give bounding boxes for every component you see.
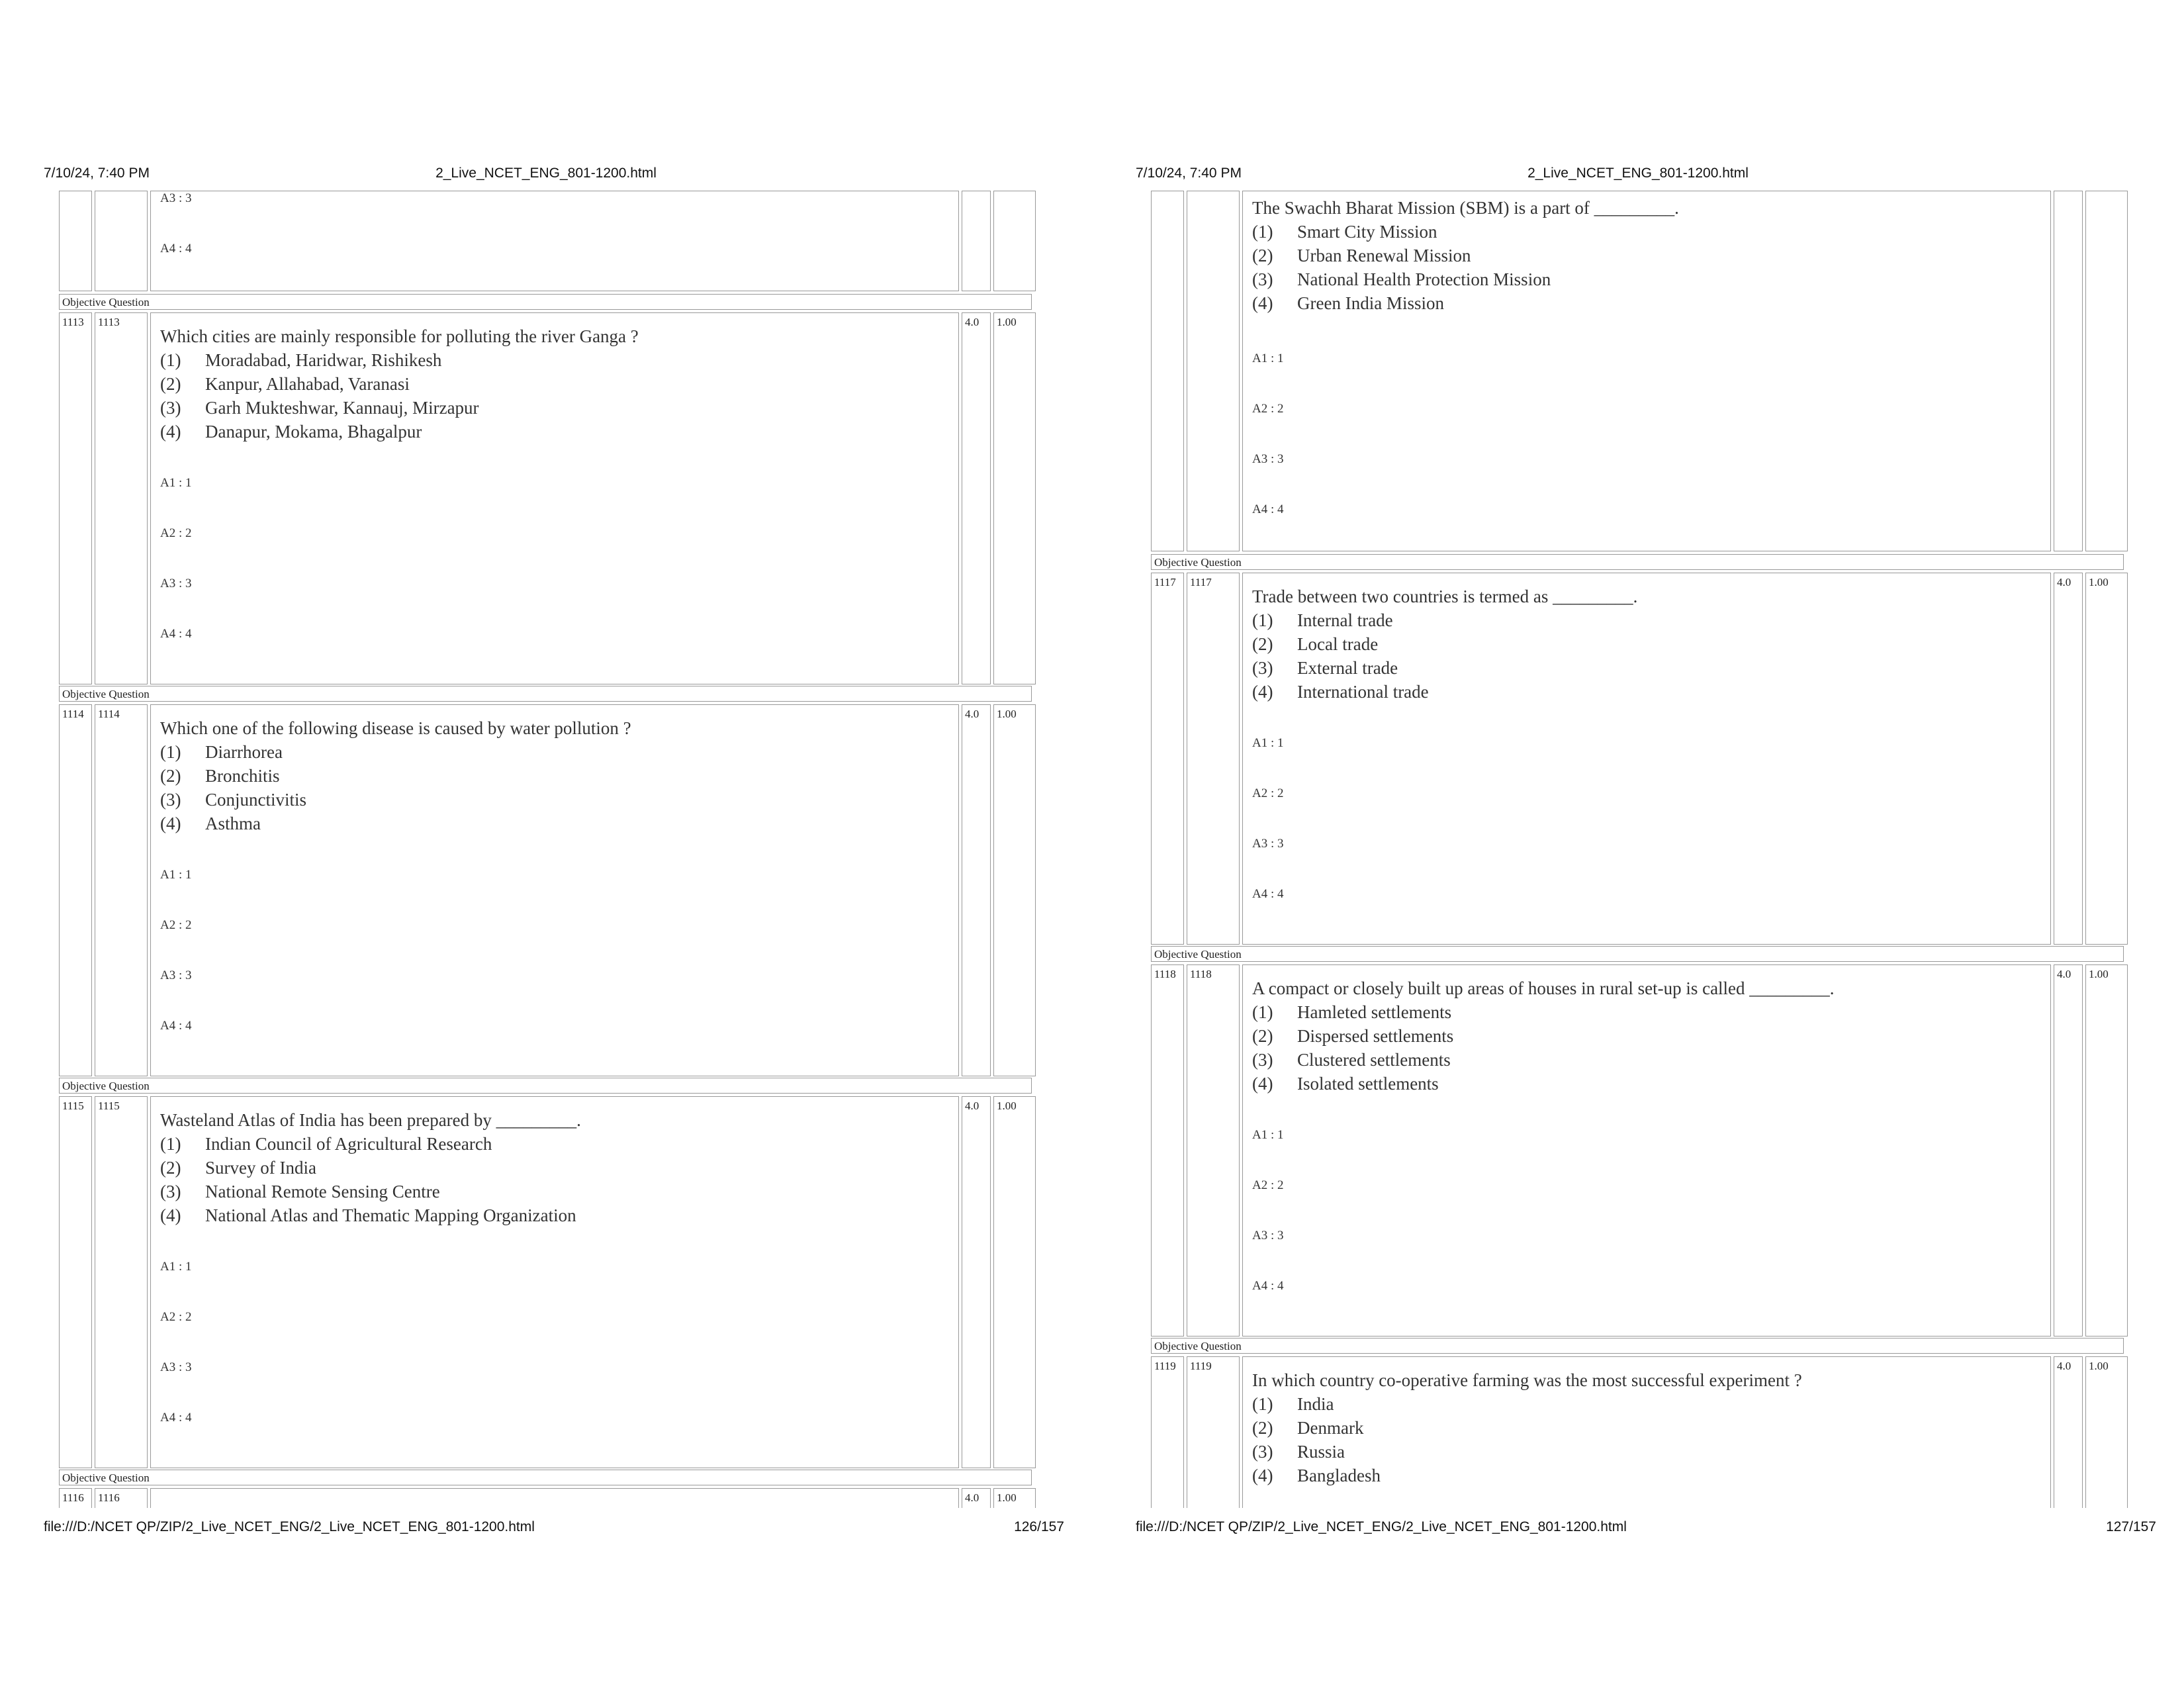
question-type-label: Objective Question: [59, 1078, 1032, 1094]
question-block: [59, 1470, 1036, 1508]
document-title: 2_Live_NCET_ENG_801-1200.html: [435, 165, 657, 181]
answer-option: A3 : 3: [1252, 837, 1284, 851]
answer-option: A4 : 4: [160, 1411, 192, 1425]
serial-number: 1115: [59, 1096, 92, 1468]
file-url: file:///D:/NCET QP/ZIP/2_Live_NCET_ENG/2_Live_NCET_ENG_801-1200.html: [1136, 1519, 1627, 1534]
question-text: A compact or closely built up areas of houses in rural set-up is called _________.: [1252, 978, 1835, 998]
answer-option: A1 : 1: [1252, 736, 1284, 750]
option: (4) Asthma: [160, 814, 261, 833]
answer-option: A2 : 2: [1252, 402, 1284, 416]
question-block: [1151, 946, 2128, 1338]
option: (1) Indian Council of Agricultural Research: [160, 1134, 492, 1154]
option: (4) Danapur, Mokama, Bhagalpur: [160, 422, 422, 442]
option: (2) Survey of India: [160, 1158, 316, 1178]
page-number: 126/157: [1014, 1519, 1064, 1534]
option: (3) External trade: [1252, 658, 1398, 678]
marks: 4.0: [2054, 964, 2083, 1336]
option: (1) Moradabad, Haridwar, Rishikesh: [160, 350, 442, 370]
question-type-label: Objective Question: [59, 1470, 1032, 1485]
question-id: 1118: [1187, 964, 1240, 1336]
negative-marks: 1.00: [2085, 1356, 2128, 1508]
answer-option: A1 : 1: [1252, 1128, 1284, 1142]
option: (1) Hamleted settlements: [1252, 1002, 1452, 1022]
answer-option: A3 : 3: [160, 577, 192, 590]
answer-option: A2 : 2: [160, 918, 192, 932]
option: (4) Green India Mission: [1252, 293, 1444, 313]
option: (4) Isolated settlements: [1252, 1074, 1439, 1094]
document-title: 2_Live_NCET_ENG_801-1200.html: [1527, 165, 1749, 181]
question-text: Which one of the following disease is caused by water pollution ?: [160, 718, 631, 738]
option: (1) Diarrhorea: [160, 742, 283, 762]
continued-question-block: [59, 191, 1036, 291]
serial-number: 1117: [1151, 573, 1184, 945]
question-text: The Swachh Bharat Mission (SBM) is a part of _________.: [1252, 198, 1679, 218]
negative-marks: 1.00: [993, 1096, 1036, 1468]
print-date: 7/10/24, 7:40 PM: [1136, 165, 1242, 181]
question-id: 1116: [95, 1488, 148, 1508]
question-text: Which cities are mainly responsible for polluting the river Ganga ?: [160, 326, 639, 346]
answer-option: A4 : 4: [1252, 502, 1284, 516]
answer-option: A1 : 1: [160, 868, 192, 882]
option: (1) Internal trade: [1252, 610, 1393, 630]
serial-number: 1118: [1151, 964, 1184, 1336]
answer-option: A1 : 1: [1252, 352, 1284, 365]
option: (2) Kanpur, Allahabad, Varanasi: [160, 374, 410, 394]
option: (1) Smart City Mission: [1252, 222, 1437, 242]
option: (3) National Remote Sensing Centre: [160, 1182, 440, 1201]
answer-option: A2 : 2: [1252, 1178, 1284, 1192]
page-number: 127/157: [2106, 1519, 2156, 1534]
marks: 4.0: [962, 312, 991, 684]
serial-number: 1114: [59, 704, 92, 1076]
option: (1) India: [1252, 1394, 1334, 1414]
option: (3) Garh Mukteshwar, Kannauj, Mirzapur: [160, 398, 479, 418]
negative-marks: 1.00: [993, 704, 1036, 1076]
answer-option: A4 : 4: [1252, 887, 1284, 901]
option: (3) National Health Protection Mission: [1252, 269, 1551, 289]
marks: 4.0: [962, 704, 991, 1076]
option: (4) Bangladesh: [1252, 1466, 1381, 1485]
marks: 4.0: [962, 1096, 991, 1468]
question-id: 1119: [1187, 1356, 1240, 1508]
question-text: Wasteland Atlas of India has been prepared by _________.: [160, 1110, 581, 1130]
option: (2) Urban Renewal Mission: [1252, 246, 1471, 265]
negative-marks: 1.00: [993, 312, 1036, 684]
option: (4) International trade: [1252, 682, 1429, 702]
option: (3) Russia: [1252, 1442, 1345, 1462]
answer-option: A4 : 4: [160, 627, 192, 641]
answer-option: A3 : 3: [1252, 452, 1284, 466]
answer-option: A3 : 3: [160, 191, 192, 205]
question-text: Trade between two countries is termed as _________.: [1252, 586, 1638, 606]
page-127: [1092, 0, 2184, 1688]
question-table: [59, 191, 1036, 1508]
answer-option: A4 : 4: [160, 1019, 192, 1033]
serial-number: 1113: [59, 312, 92, 684]
answer-option: A3 : 3: [1252, 1229, 1284, 1243]
question-table: [1151, 191, 2128, 1508]
negative-marks: 1.00: [2085, 964, 2128, 1336]
print-date: 7/10/24, 7:40 PM: [44, 165, 150, 181]
option: (3) Clustered settlements: [1252, 1050, 1451, 1070]
question-id: 1113: [95, 312, 148, 684]
answer-option: A4 : 4: [160, 242, 192, 256]
answer-option: A3 : 3: [160, 1360, 192, 1374]
question-text: In which country co-operative farming was the most successful experiment ?: [1252, 1370, 1802, 1390]
option: (4) National Atlas and Thematic Mapping Organization: [160, 1205, 576, 1225]
marks: 4.0: [2054, 573, 2083, 945]
serial-number: 1116: [59, 1488, 92, 1508]
question-id: 1117: [1187, 573, 1240, 945]
option: (2) Dispersed settlements: [1252, 1026, 1454, 1046]
question-type-label: Objective Question: [59, 686, 1032, 702]
continued-question-block: [1151, 191, 2128, 551]
option: (2) Local trade: [1252, 634, 1379, 654]
option: (2) Denmark: [1252, 1418, 1364, 1438]
option: (2) Bronchitis: [160, 766, 280, 786]
answer-option: A2 : 2: [160, 526, 192, 540]
negative-marks: 1.00: [993, 1488, 1036, 1508]
answer-option: A1 : 1: [160, 476, 192, 490]
question-type-label: Objective Question: [59, 294, 1032, 310]
marks: 4.0: [2054, 1356, 2083, 1508]
question-type-label: Objective Question: [1151, 1338, 2124, 1354]
question-id: 1114: [95, 704, 148, 1076]
question-id: 1115: [95, 1096, 148, 1468]
question-block: [1151, 1338, 2128, 1508]
answer-option: A1 : 1: [160, 1260, 192, 1274]
question-block: [59, 686, 1036, 1078]
serial-number: 1119: [1151, 1356, 1184, 1508]
answer-option: A3 : 3: [160, 968, 192, 982]
question-type-label: Objective Question: [1151, 946, 2124, 962]
answer-option: A4 : 4: [1252, 1279, 1284, 1293]
question-block: [59, 294, 1036, 686]
answer-option: A2 : 2: [160, 1310, 192, 1324]
marks: 4.0: [962, 1488, 991, 1508]
question-block: [59, 1078, 1036, 1470]
file-url: file:///D:/NCET QP/ZIP/2_Live_NCET_ENG/2_Live_NCET_ENG_801-1200.html: [44, 1519, 535, 1534]
question-type-label: Objective Question: [1151, 554, 2124, 570]
option: (3) Conjunctivitis: [160, 790, 307, 810]
answer-option: A2 : 2: [1252, 786, 1284, 800]
negative-marks: 1.00: [2085, 573, 2128, 945]
question-block: [1151, 554, 2128, 946]
